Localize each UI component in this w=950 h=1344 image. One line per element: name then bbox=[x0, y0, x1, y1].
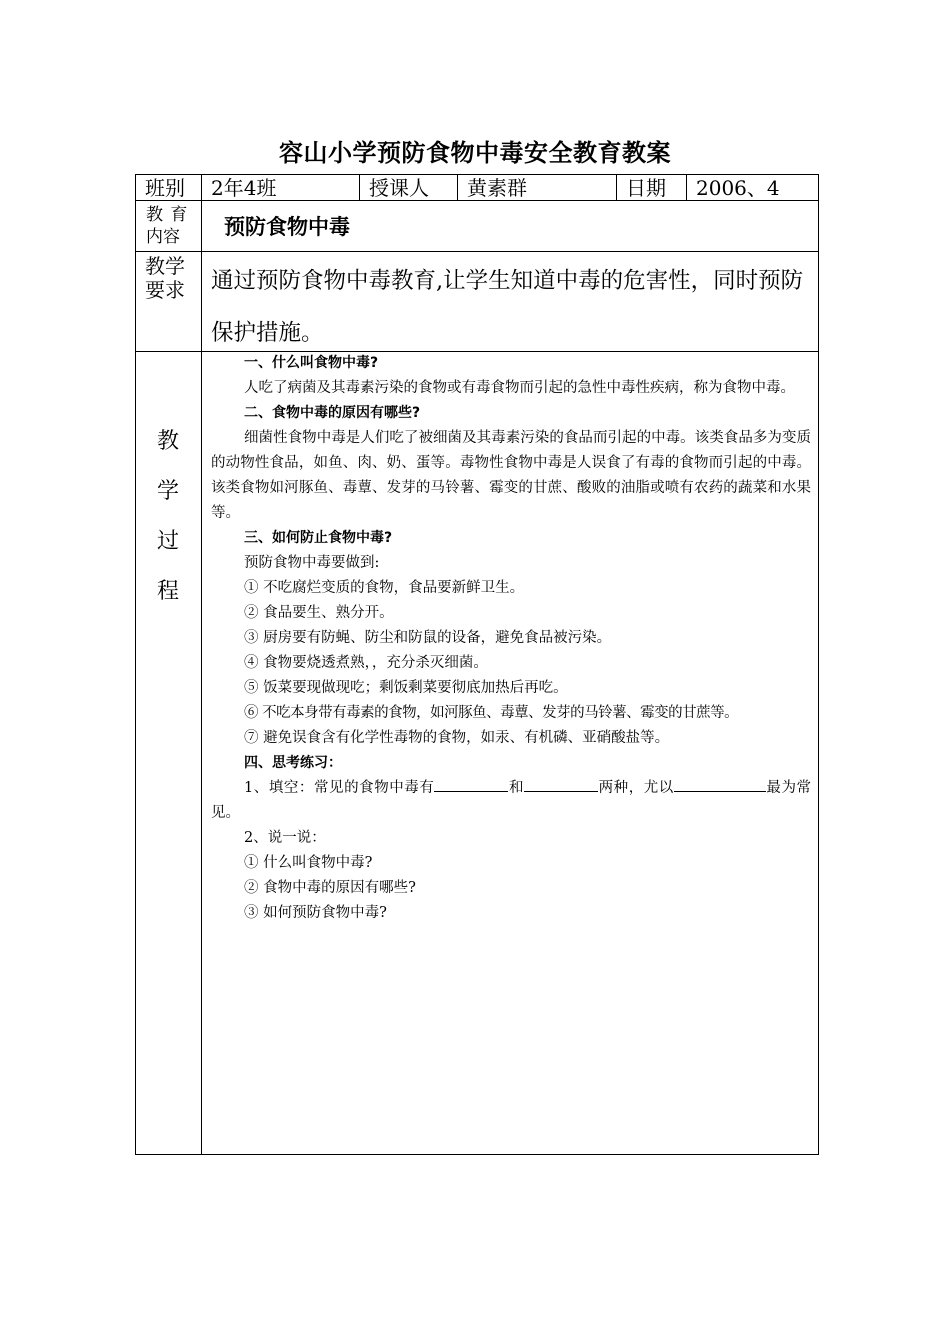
content-label-line1: 教 育 bbox=[146, 205, 189, 225]
process-label-char-4: 程 bbox=[156, 579, 179, 604]
prevention-item-6: ⑥ 不吃本身带有毒素的食物，如河豚鱼、毒蕈、发芽的马铃薯、霉变的甘蔗等。 bbox=[244, 705, 739, 721]
section-1-heading: 一、什么叫食物中毒? bbox=[244, 355, 379, 371]
talk-item-3: ③ 如何预防食物中毒? bbox=[244, 905, 387, 921]
section-3-intro: 预防食物中毒要做到: bbox=[244, 555, 380, 571]
section-4-heading: 四、思考练习： bbox=[244, 755, 342, 771]
fill-text-c: 两种，尤以 bbox=[598, 780, 674, 796]
prevention-item-3: ③ 厨房要有防蝇、防尘和防鼠的设备，避免食品被污染。 bbox=[244, 630, 612, 646]
fill-blank-3 bbox=[674, 776, 766, 792]
section-3-heading: 三、如何防止食物中毒? bbox=[244, 530, 393, 546]
content-topic: 预防食物中毒 bbox=[224, 215, 350, 239]
section-2-text: 细菌性食物中毒是人们吃了被细菌及其毒素污染的食品而引起的中毒。该类食品多为变质的动物性食品，如鱼、肉、奶、蛋等。毒物性食物中毒是人误食了有毒的食物而引起的中毒。该类食物如河豚鱼、毒蕈、发芽的马铃薯、霉变的甘蔗、酸败的油脂或喷有农药的蔬菜和水果等。 bbox=[211, 430, 811, 521]
requirement-label-line1: 教学 bbox=[145, 254, 185, 278]
process-body bbox=[211, 351, 811, 926]
fill-text-d: 最为常见。 bbox=[211, 780, 812, 821]
fill-text-b: 和 bbox=[508, 780, 525, 796]
talk-item-2: ② 食物中毒的原因有哪些? bbox=[244, 880, 416, 896]
prevention-item-5: ⑤ 饭菜要现做现吃；剩饭剩菜要彻底加热后再吃。 bbox=[244, 680, 568, 696]
requirement-text: 通过预防食物中毒教育,让学生知道中毒的危害性，同时预防保护措施。 bbox=[211, 268, 804, 346]
page-title: 容山小学预防食物中毒安全教育教案 bbox=[279, 139, 671, 167]
fill-text-a: 1、填空：常见的食物中毒有 bbox=[244, 780, 435, 796]
fill-blank-2 bbox=[524, 776, 598, 792]
prevention-item-4: ④ 食物要烧透煮熟，，充分杀灭细菌。 bbox=[244, 655, 488, 671]
requirement-label-line2: 要求 bbox=[145, 278, 185, 302]
prevention-item-7: ⑦ 避免误食含有化学性毒物的食物，如汞、有机磷、亚硝酸盐等。 bbox=[244, 730, 670, 746]
content-label-line2: 内容 bbox=[146, 227, 180, 247]
fill-blank-1 bbox=[434, 776, 508, 792]
process-label-char-1: 教 bbox=[156, 429, 179, 454]
prevention-item-1: ① 不吃腐烂变质的食物，食品要新鲜卫生。 bbox=[244, 580, 525, 596]
process-label-char-2: 学 bbox=[156, 479, 179, 504]
section-1-text: 人吃了病菌及其毒素污染的食物或有毒食物而引起的急性中毒性疾病，称为食物中毒。 bbox=[244, 380, 795, 396]
class-value: 2年4班 bbox=[211, 176, 277, 200]
fill-in-exercise bbox=[211, 776, 811, 826]
class-label: 班别 bbox=[145, 176, 185, 200]
teacher-value: 黄素群 bbox=[467, 176, 527, 200]
talk-item-1: ① 什么叫食物中毒? bbox=[244, 855, 373, 871]
process-label-char-3: 过 bbox=[156, 529, 179, 554]
date-value: 2006、4 bbox=[696, 176, 780, 200]
section-2-heading: 二、食物中毒的原因有哪些? bbox=[244, 405, 421, 421]
teacher-label: 授课人 bbox=[369, 176, 429, 200]
date-label: 日期 bbox=[626, 176, 666, 200]
talk-intro: 2、说一说： bbox=[244, 830, 326, 846]
prevention-item-2: ② 食品要生、熟分开。 bbox=[244, 605, 394, 621]
